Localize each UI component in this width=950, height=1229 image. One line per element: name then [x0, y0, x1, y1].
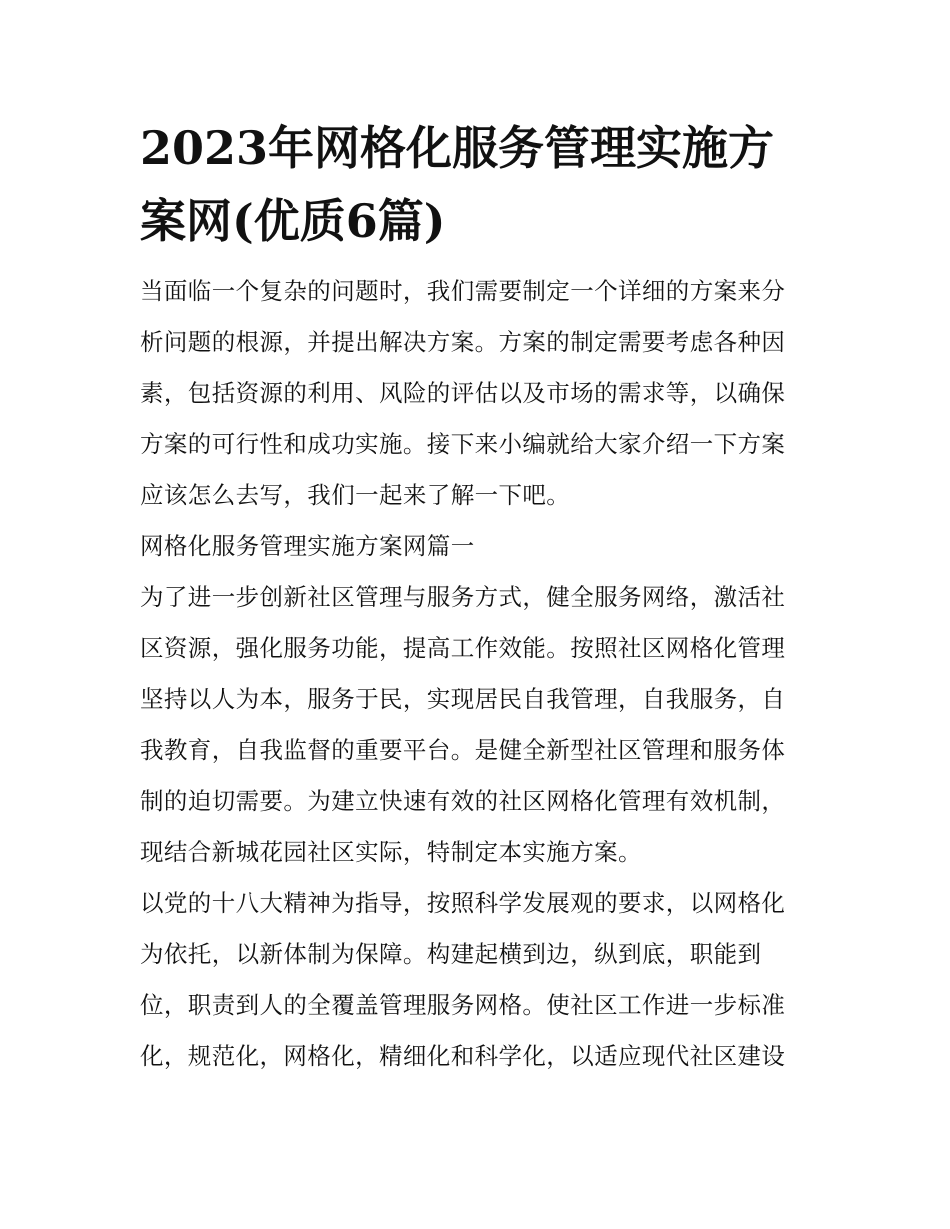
text-line: 应该怎么去写，我们一起来了解一下吧。 — [140, 481, 571, 509]
section-heading — [140, 521, 812, 572]
text-line: 素，包括资源的利用、风险的评估以及市场的需求等，以确保 — [140, 379, 786, 407]
text-line: 网格化服务管理实施方案网篇一 — [140, 532, 475, 560]
document-body — [140, 112, 812, 1082]
text-line: 当面临一个复杂的问题时，我们需要制定一个详细的方案来分 — [140, 277, 786, 305]
title-line: 2023年网格化服务管理实施方 — [140, 121, 775, 175]
text-line: 以党的十八大精神为指导，按照科学发展观的要求，以网格化 — [140, 889, 786, 917]
text-line: 制的迫切需要。为建立快速有效的社区网格化管理有效机制， — [140, 787, 786, 815]
document-title — [140, 112, 812, 258]
text-line: 方案的可行性和成功实施。接下来小编就给大家介绍一下方案 — [140, 430, 786, 458]
text-line: 为了进一步创新社区管理与服务方式，健全服务网络，激活社 — [140, 583, 786, 611]
text-line: 化，规范化，网格化，精细化和科学化，以适应现代社区建设 — [140, 1042, 786, 1070]
text-line: 析问题的根源，并提出解决方案。方案的制定需要考虑各种因 — [140, 328, 786, 356]
body-paragraph — [140, 878, 812, 1082]
text-line: 位，职责到人的全覆盖管理服务网格。使社区工作进一步标准 — [140, 991, 786, 1019]
text-line: 区资源，强化服务功能，提高工作效能。按照社区网格化管理 — [140, 634, 786, 662]
text-line: 我教育，自我监督的重要平台。是健全新型社区管理和服务体 — [140, 736, 786, 764]
text-line: 为依托，以新体制为保障。构建起横到边，纵到底，职能到 — [140, 940, 762, 968]
title-line: 案网(优质6篇) — [140, 194, 446, 248]
text-line: 坚持以人为本，服务于民，实现居民自我管理，自我服务，自 — [140, 685, 786, 713]
body-paragraph — [140, 572, 812, 878]
intro-paragraph — [140, 266, 812, 521]
text-line: 现结合新城花园社区实际，特制定本实施方案。 — [140, 838, 642, 866]
